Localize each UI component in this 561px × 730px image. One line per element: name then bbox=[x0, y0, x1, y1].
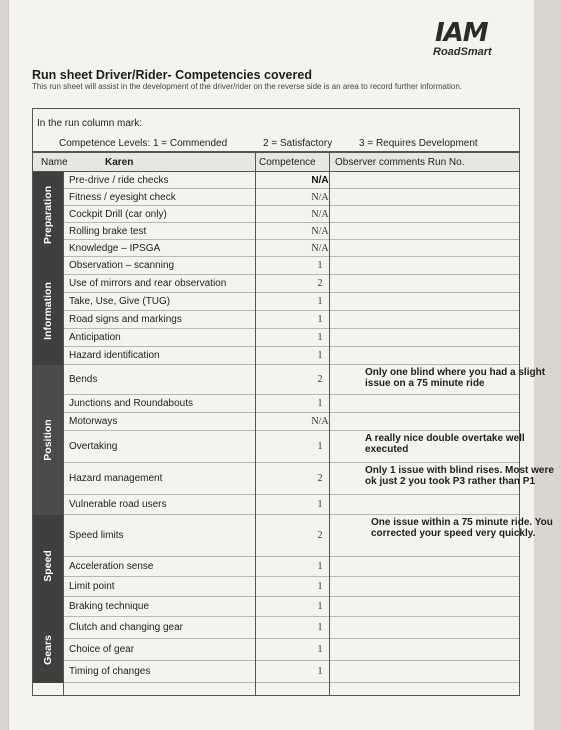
table-row bbox=[63, 557, 519, 577]
competency-label: Anticipation bbox=[69, 332, 121, 343]
group-gears bbox=[33, 617, 63, 683]
table-row bbox=[63, 617, 519, 639]
observer-comment: Only 1 issue with blind rises. Most were ok just 2 you took P3 rather than P1 bbox=[365, 465, 554, 487]
group-label: Position bbox=[42, 419, 54, 461]
name-label: Name bbox=[41, 157, 68, 168]
competence-score: N/A bbox=[311, 416, 329, 427]
competence-score: 1 bbox=[317, 644, 323, 655]
group-label: Speed bbox=[42, 550, 54, 582]
competency-label: Overtaking bbox=[69, 441, 118, 452]
table-row bbox=[63, 463, 554, 495]
competency-label: Knowledge – IPSGA bbox=[69, 242, 161, 254]
competency-label: Junctions and Roundabouts bbox=[69, 398, 193, 409]
table-row bbox=[63, 395, 519, 413]
competence-score: 1 bbox=[317, 260, 323, 271]
table-row bbox=[63, 577, 519, 597]
competence-score: 1 bbox=[317, 296, 323, 307]
group-label: Gears bbox=[42, 635, 54, 665]
competency-label: Limit point bbox=[69, 581, 115, 592]
competence-score: 1 bbox=[317, 314, 323, 325]
table-row bbox=[63, 257, 519, 275]
competency-label: Use of mirrors and rear observation bbox=[69, 278, 227, 289]
group-divider bbox=[63, 172, 64, 695]
logo-mark: IAM bbox=[435, 18, 488, 48]
competency-label: Acceleration sense bbox=[69, 561, 154, 572]
competency-label: Choice of gear bbox=[69, 644, 135, 655]
table-row bbox=[63, 172, 519, 189]
level-1-text: Competence Levels: 1 = Commended bbox=[59, 138, 228, 149]
competence-column-divider bbox=[255, 153, 256, 695]
table-row bbox=[63, 293, 519, 311]
table-row bbox=[63, 240, 519, 257]
comments-header: Observer comments Run No. bbox=[335, 157, 465, 168]
table-row bbox=[63, 413, 519, 431]
competence-score: 2 bbox=[317, 374, 323, 385]
iam-roadsmart-logo bbox=[429, 20, 519, 66]
competency-label: Fitness / eyesight check bbox=[69, 191, 176, 203]
level-3-text: 3 = Requires Development bbox=[359, 138, 478, 149]
competence-score: 2 bbox=[317, 473, 323, 484]
table-row bbox=[63, 329, 519, 347]
competence-score: N/A bbox=[311, 208, 329, 220]
observer-comment: A really nice double overtake well executed bbox=[365, 433, 525, 455]
table-row bbox=[63, 189, 519, 206]
competence-score: 1 bbox=[317, 622, 323, 633]
table-row bbox=[63, 347, 519, 365]
competence-score: N/A bbox=[311, 191, 329, 203]
competency-label: Hazard identification bbox=[69, 350, 160, 361]
competence-score: 2 bbox=[317, 278, 323, 289]
observer-comment: One issue within a 75 minute ride. You corrected your speed very quickly. bbox=[371, 517, 553, 539]
competencies-table bbox=[32, 152, 554, 696]
run-mark-label: In the run column mark: bbox=[37, 118, 143, 129]
table-row bbox=[63, 515, 553, 557]
competence-score: 1 bbox=[317, 350, 323, 361]
competency-label: Take, Use, Give (TUG) bbox=[69, 296, 171, 307]
observer-comment: Only one blind where you had a slight issue on a 75 minute ride bbox=[365, 367, 546, 389]
competency-label: Pre-drive / ride checks bbox=[69, 174, 169, 186]
table-row bbox=[63, 311, 519, 329]
table-row bbox=[63, 365, 546, 395]
competence-score: 1 bbox=[317, 561, 323, 572]
run-mark-box bbox=[32, 108, 520, 152]
table-header bbox=[33, 153, 519, 172]
table-row bbox=[63, 495, 519, 515]
table-row bbox=[63, 431, 525, 463]
table-row bbox=[63, 223, 519, 240]
comments-column-divider bbox=[329, 153, 330, 695]
competency-label: Rolling brake test bbox=[69, 225, 147, 237]
competence-score: 2 bbox=[317, 530, 323, 541]
competence-score: 1 bbox=[317, 398, 323, 409]
table-row bbox=[63, 206, 519, 223]
table-row bbox=[63, 597, 519, 617]
group-preparation bbox=[33, 172, 63, 257]
competence-header: Competence bbox=[259, 157, 316, 168]
group-speed bbox=[33, 515, 63, 617]
competency-label: Road signs and markings bbox=[69, 314, 182, 325]
competence-score: 1 bbox=[317, 601, 323, 612]
competency-label: Cockpit Drill (car only) bbox=[69, 208, 167, 220]
table-row bbox=[63, 275, 519, 293]
sheet-title: Run sheet Driver/Rider- Competencies covered bbox=[32, 68, 312, 82]
competency-label: Observation – scanning bbox=[69, 260, 175, 271]
competency-label: Braking technique bbox=[69, 601, 150, 612]
table-row bbox=[63, 639, 519, 661]
competency-label: Bends bbox=[69, 374, 98, 385]
competence-score: 1 bbox=[317, 441, 323, 452]
competency-label: Timing of changes bbox=[69, 666, 151, 677]
competence-score: 1 bbox=[317, 332, 323, 343]
logo-subtext: RoadSmart bbox=[433, 46, 492, 58]
competence-score: N/A bbox=[311, 174, 329, 186]
competence-score: 1 bbox=[317, 581, 323, 592]
group-position bbox=[33, 365, 63, 515]
competence-score: N/A bbox=[311, 242, 329, 254]
group-label: Preparation bbox=[42, 185, 54, 244]
competence-score: 1 bbox=[317, 499, 323, 510]
competency-label: Clutch and changing gear bbox=[69, 622, 183, 633]
competency-label: Vulnerable road users bbox=[69, 499, 167, 510]
level-2-text: 2 = Satisfactory bbox=[263, 138, 333, 149]
sheet-subtitle: This run sheet will assist in the development of the driver/rider on the reverse side is an area to record further information. bbox=[32, 82, 462, 91]
competence-score: 1 bbox=[317, 666, 323, 677]
competency-label: Motorways bbox=[69, 416, 118, 427]
competency-label: Speed limits bbox=[69, 530, 124, 541]
group-information bbox=[33, 257, 63, 365]
table-row bbox=[63, 661, 519, 683]
competence-score: N/A bbox=[311, 225, 329, 237]
competency-label: Hazard management bbox=[69, 473, 163, 484]
name-value: Karen bbox=[105, 157, 134, 168]
group-label: Information bbox=[42, 282, 54, 340]
